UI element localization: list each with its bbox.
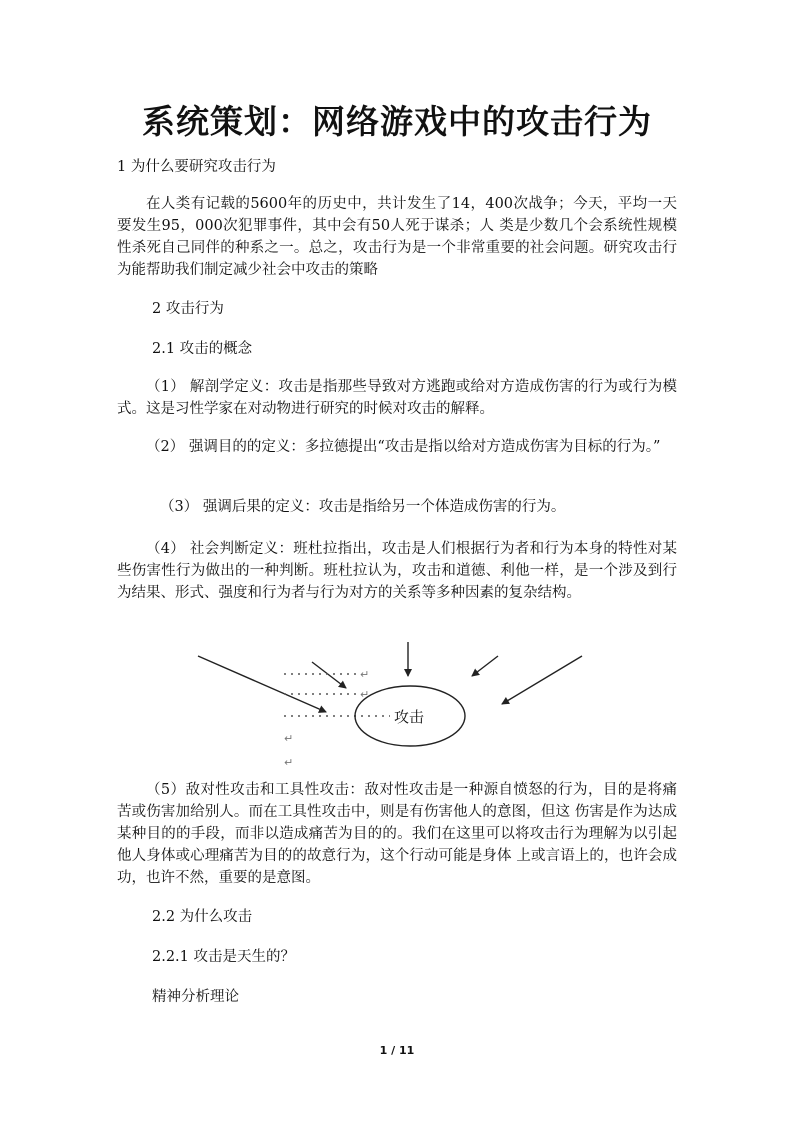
- return-mark-4: ↵: [284, 756, 294, 769]
- arrow-right-short: [472, 656, 498, 676]
- arrow-left-short: [312, 662, 346, 688]
- page-number: 1 / 11: [379, 1044, 415, 1057]
- section-2-2-heading: 2.2 为什么攻击: [152, 909, 253, 925]
- return-mark-2: ↵: [360, 688, 370, 701]
- section-1-paragraph: 在人类有记载的5600年的历史中，共计发生了14，400次战争；今天，平均一天要发生95，000次犯罪事件，其中会有50人死于谋杀；人 类是少数几个会系统性规模性杀死自己同伴的种系之一。总之，攻击行为是一个非常重要的社会问题。研究攻击行为能帮助我们制定减少社会中攻击的策略: [117, 196, 677, 278]
- definition-1-paragraph: （1） 解剖学定义：攻击是指那些导致对方逃跑或给对方造成伤害的行为或行为模式。这是习性学家在对动物进行研究的时候对攻击的解释。: [117, 379, 677, 417]
- attack-diagram: [180, 636, 620, 776]
- return-mark-3: ↵: [284, 732, 294, 745]
- section-1-heading: 1 为什么要研究攻击行为: [117, 159, 276, 175]
- section-2-heading: 2 攻击行为: [152, 301, 224, 317]
- arrow-right-long: [502, 656, 582, 704]
- diagram-arrows: [198, 642, 582, 712]
- return-mark-1: ↵: [360, 668, 370, 681]
- definition-2-paragraph: （2） 强调目的的定义：多拉德提出“攻击是指以给对方造成伤害为目标的行为。”: [146, 439, 661, 455]
- section-2-2-1-heading: 2.2.1 攻击是天生的？: [152, 949, 296, 965]
- attack-center-label: 攻击: [394, 708, 425, 726]
- arrow-left-long: [198, 656, 326, 712]
- definition-5-paragraph: （5）敌对性攻击和工具性攻击：敌对性攻击是一种源自愤怒的行为，目的是将痛苦或伤害加给别人。而在工具性攻击中，则是有伤害他人的意图，但这 伤害是作为达成某种目的的手段，而非以造成痛苦为目的的。我们在这里可以将攻击行为理解为以引起他人身体或心理痛苦为目的的故意行为，这个行动可能是身体 上或言语上的，也许会成功，也许不然，重要的是意图。: [117, 782, 677, 886]
- section-2-1-heading: 2.1 攻击的概念: [152, 341, 253, 357]
- definition-3-paragraph: （3） 强调后果的定义：攻击是指给另一个体造成伤害的行为。: [160, 499, 566, 515]
- definition-4-paragraph: （4） 社会判断定义：班杜拉指出，攻击是人们根据行为者和行为本身的特性对某些伤害性行为做出的一种判断。班杜拉认为，攻击和道德、利他一样，是一个涉及到行为结果、形式、强度和行为者与行为对方的关系等多种因素的复杂结构。: [117, 541, 677, 601]
- document-title: 系统策划：网络游戏中的攻击行为: [142, 102, 652, 141]
- psychoanalytic-theory-subheading: 精神分析理论: [152, 989, 239, 1005]
